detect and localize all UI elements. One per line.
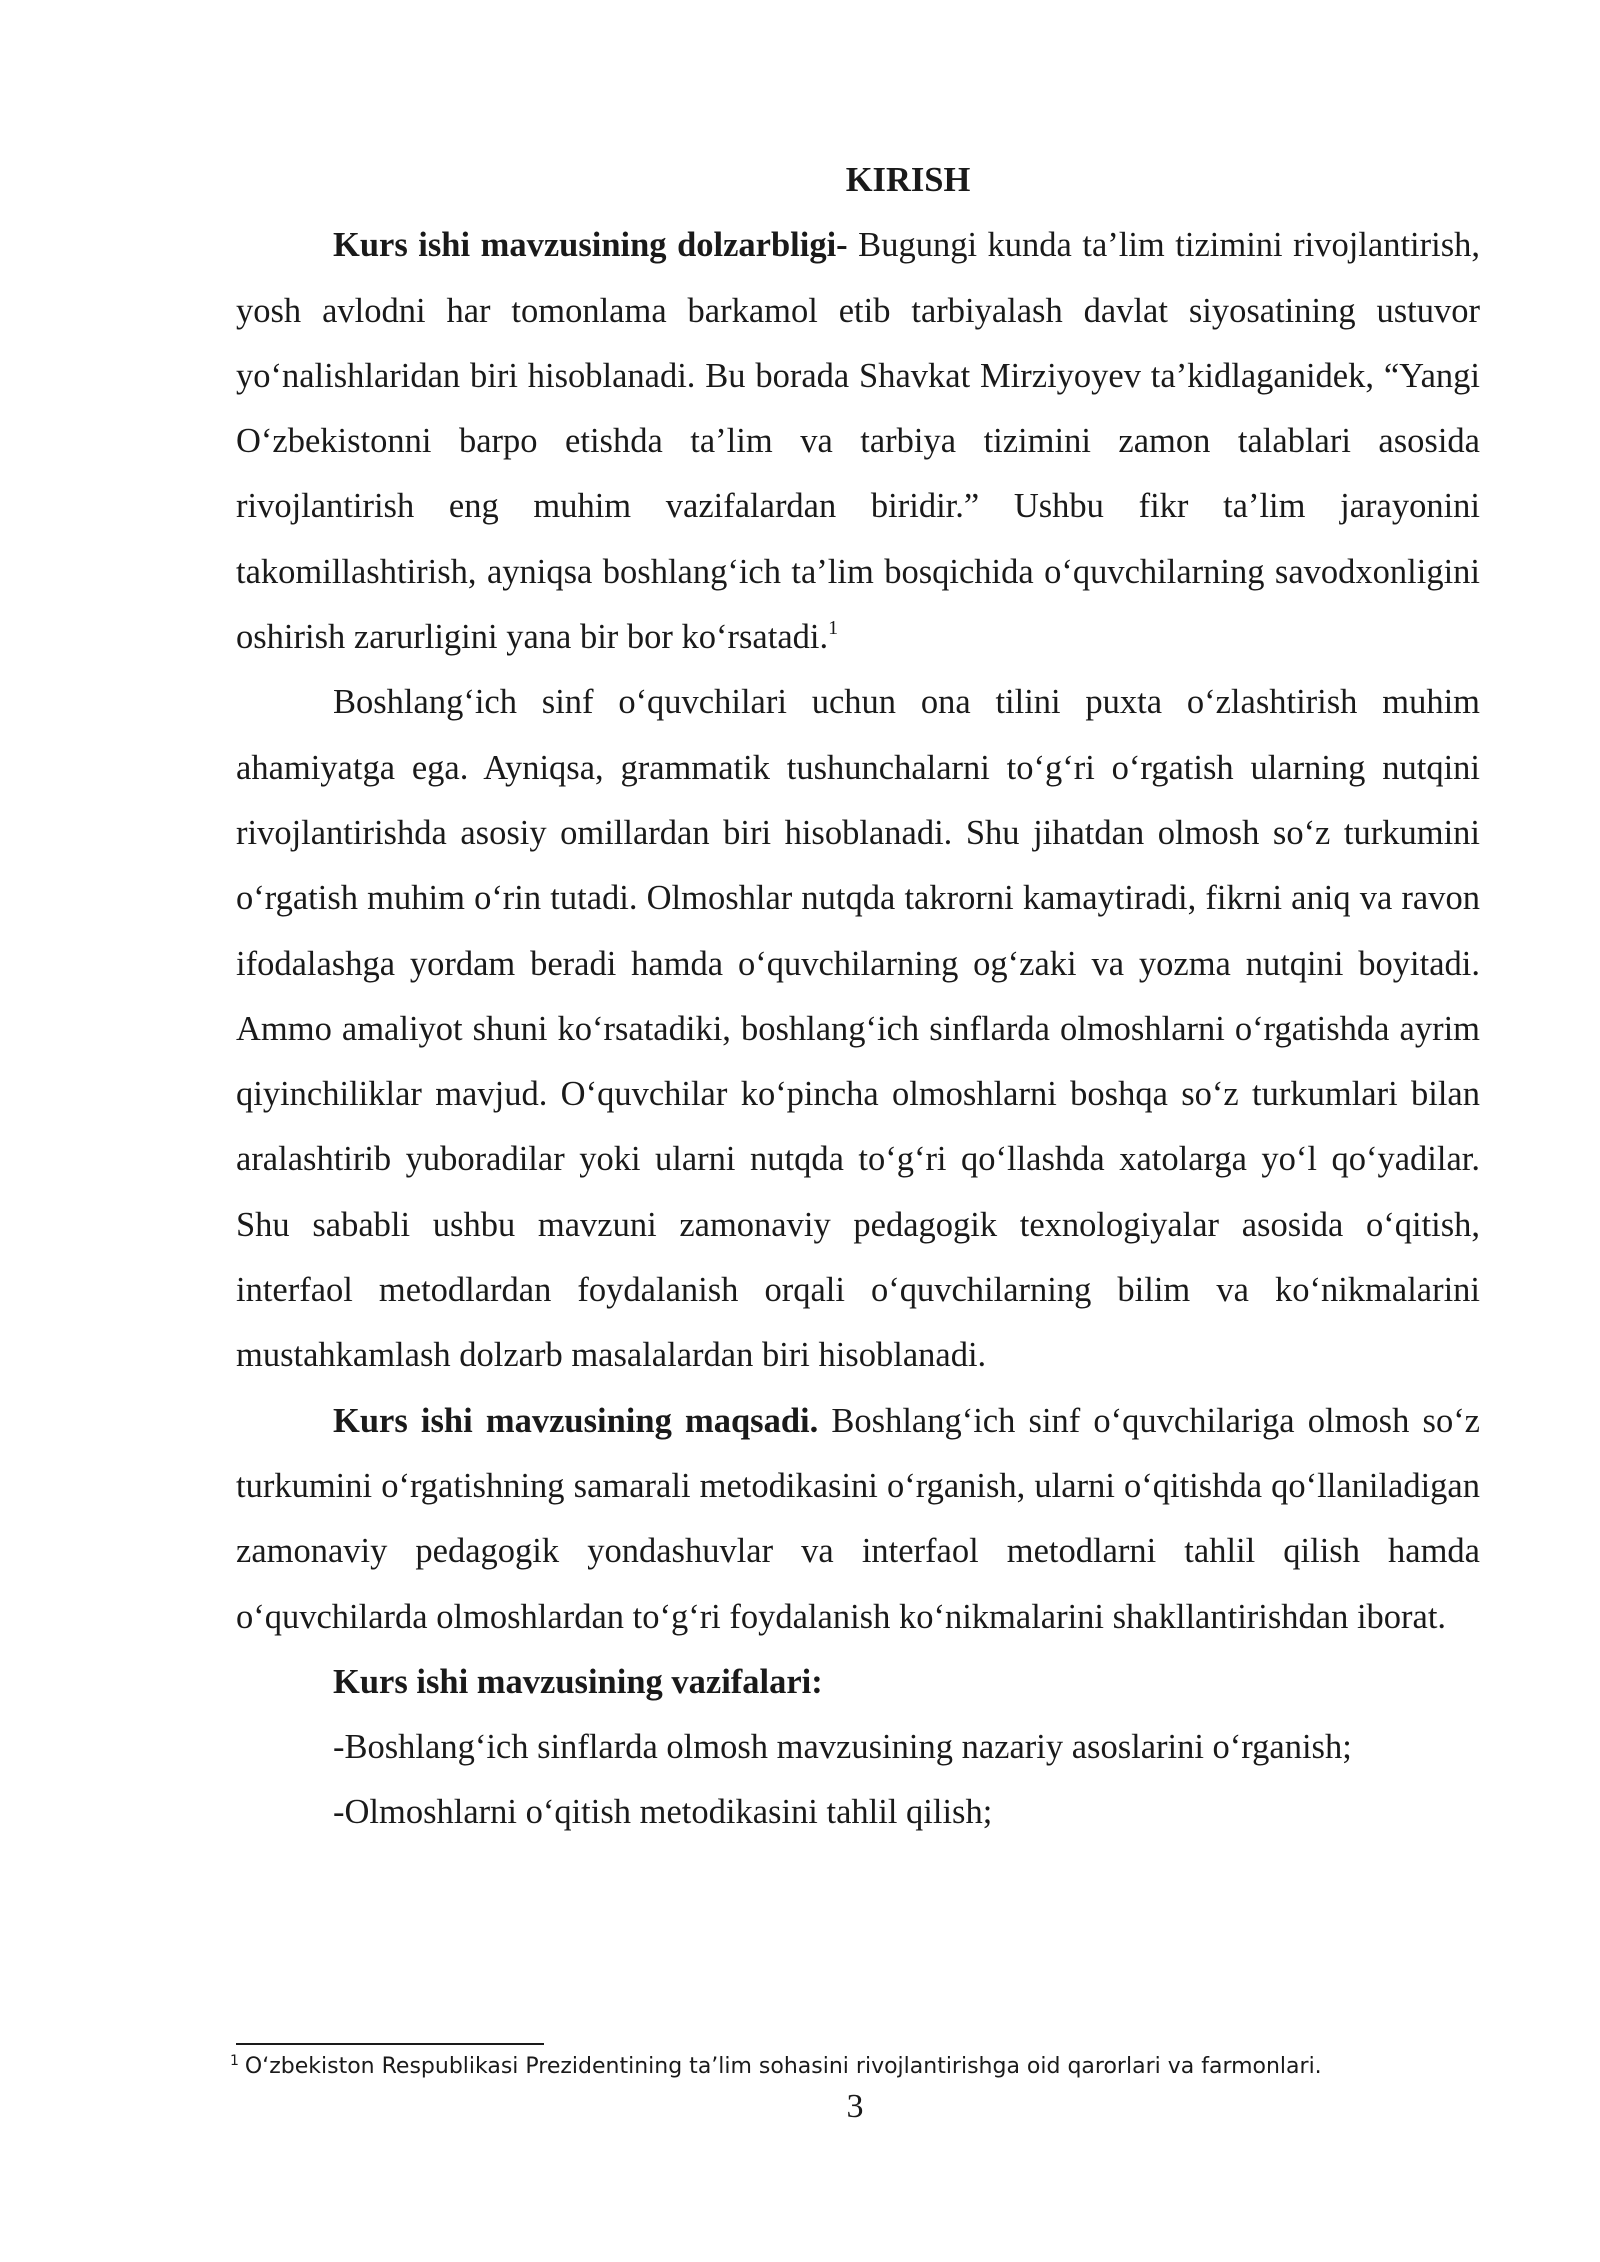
- page-content: [236, 148, 1480, 1846]
- page-title: KIRISH: [845, 161, 971, 199]
- footnote-reference[interactable]: 1: [828, 617, 839, 640]
- goal-text: Boshlang‘ich sinf o‘quvchilariga olmosh so‘z turkumini o‘rgatishning samarali metodikasini o‘rganish, ularni o‘qitishda qo‘llaniladigan zamonaviy pedagogik yondashuvlar va interfaol metodlarni tahlil qilish hamda o‘quvchilarda olmoshlardan to‘g‘ri foydalanish ko‘nikmalarini shakllantirishdan iborat.: [236, 1401, 1480, 1636]
- goal-paragraph: [236, 1389, 1480, 1650]
- body-paragraph: Boshlang‘ich sinf o‘quvchilari uchun ona tilini puxta o‘zlashtirish muhim ahamiyatga ega. Ayniqsa, grammatik tushunchalarni to‘g‘ri o‘rgatish ularning nutqini rivojlantirishda asosiy omillardan biri hisoblanadi. Shu jihatdan olmosh so‘z turkumini o‘rgatish muhim o‘rin tutadi. Olmoshlar nutqda takrorni kamaytiradi, fikrni aniq va ravon ifodalashga yordam beradi hamda o‘quvchilarning og‘zaki va yozma nutqini boyitadi. Ammo amaliyot shuni ko‘rsatadiki, boshlang‘ich sinflarda olmoshlarni o‘rgatishda ayrim qiyinchiliklar mavjud. O‘quvchilar ko‘pincha olmoshlarni boshqa so‘z turkumlari bilan aralashtirib yuboradilar yoki ularni nutqda to‘g‘ri qo‘llashda xatolarga yo‘l qo‘yadilar. Shu sababli ushbu mavzuni zamonaviy pedagogik texnologiyalar asosida o‘qitish, interfaol metodlardan foydalanish orqali o‘quvchilarning bilim va ko‘nikmalarini mustahkamlash dolzarb masalalardan biri hisoblanadi.: [236, 683, 1480, 1375]
- relevance-text: Bugungi kunda ta’lim tizimini rivojlantirish, yosh avlodni har tomonlama barkamol etib tarbiyalash davlat siyosatining ustuvor yo‘nalishlaridan biri hisoblanadi. Bu borada Shavkat Mirziyoyev ta’kidlaganidek, “Yangi O‘zbekistonni barpo etishda ta’lim va tarbiya tizimini zamon talablari asosida rivojlantirish eng muhim vazifalardan biridir.” Ushbu fikr ta’lim jarayonini takomillashtirish, ayniqsa boshlang‘ich ta’lim bosqichida o‘quvchilarning savodxonligini oshirish zarurligini yana bir bor ko‘rsatadi.: [236, 226, 1480, 657]
- footnote-text: O‘zbekiston Respublikasi Prezidentining ta’lim sohasini rivojlantirishga oid qarorlari va farmonlari.: [244, 2054, 1322, 2079]
- relevance-paragraph: [236, 213, 1480, 670]
- tasks-heading: Kurs ishi mavzusining vazifalari:: [333, 1662, 823, 1701]
- task-item-1: -Boshlang‘ich sinflarda olmosh mavzusining nazariy asoslarini o‘rganish;: [333, 1728, 1352, 1767]
- task-item-2: -Olmoshlarni o‘qitish metodikasini tahlil qilish;: [333, 1793, 993, 1832]
- footnote-number: 1: [230, 2053, 239, 2069]
- relevance-heading: Kurs ishi mavzusining dolzarbligi-: [333, 226, 848, 265]
- footnote-separator: [236, 2043, 544, 2045]
- footnote: [230, 2052, 1490, 2082]
- goal-heading: Kurs ishi mavzusining maqsadi.: [333, 1401, 819, 1440]
- page-number: 3: [846, 2088, 864, 2125]
